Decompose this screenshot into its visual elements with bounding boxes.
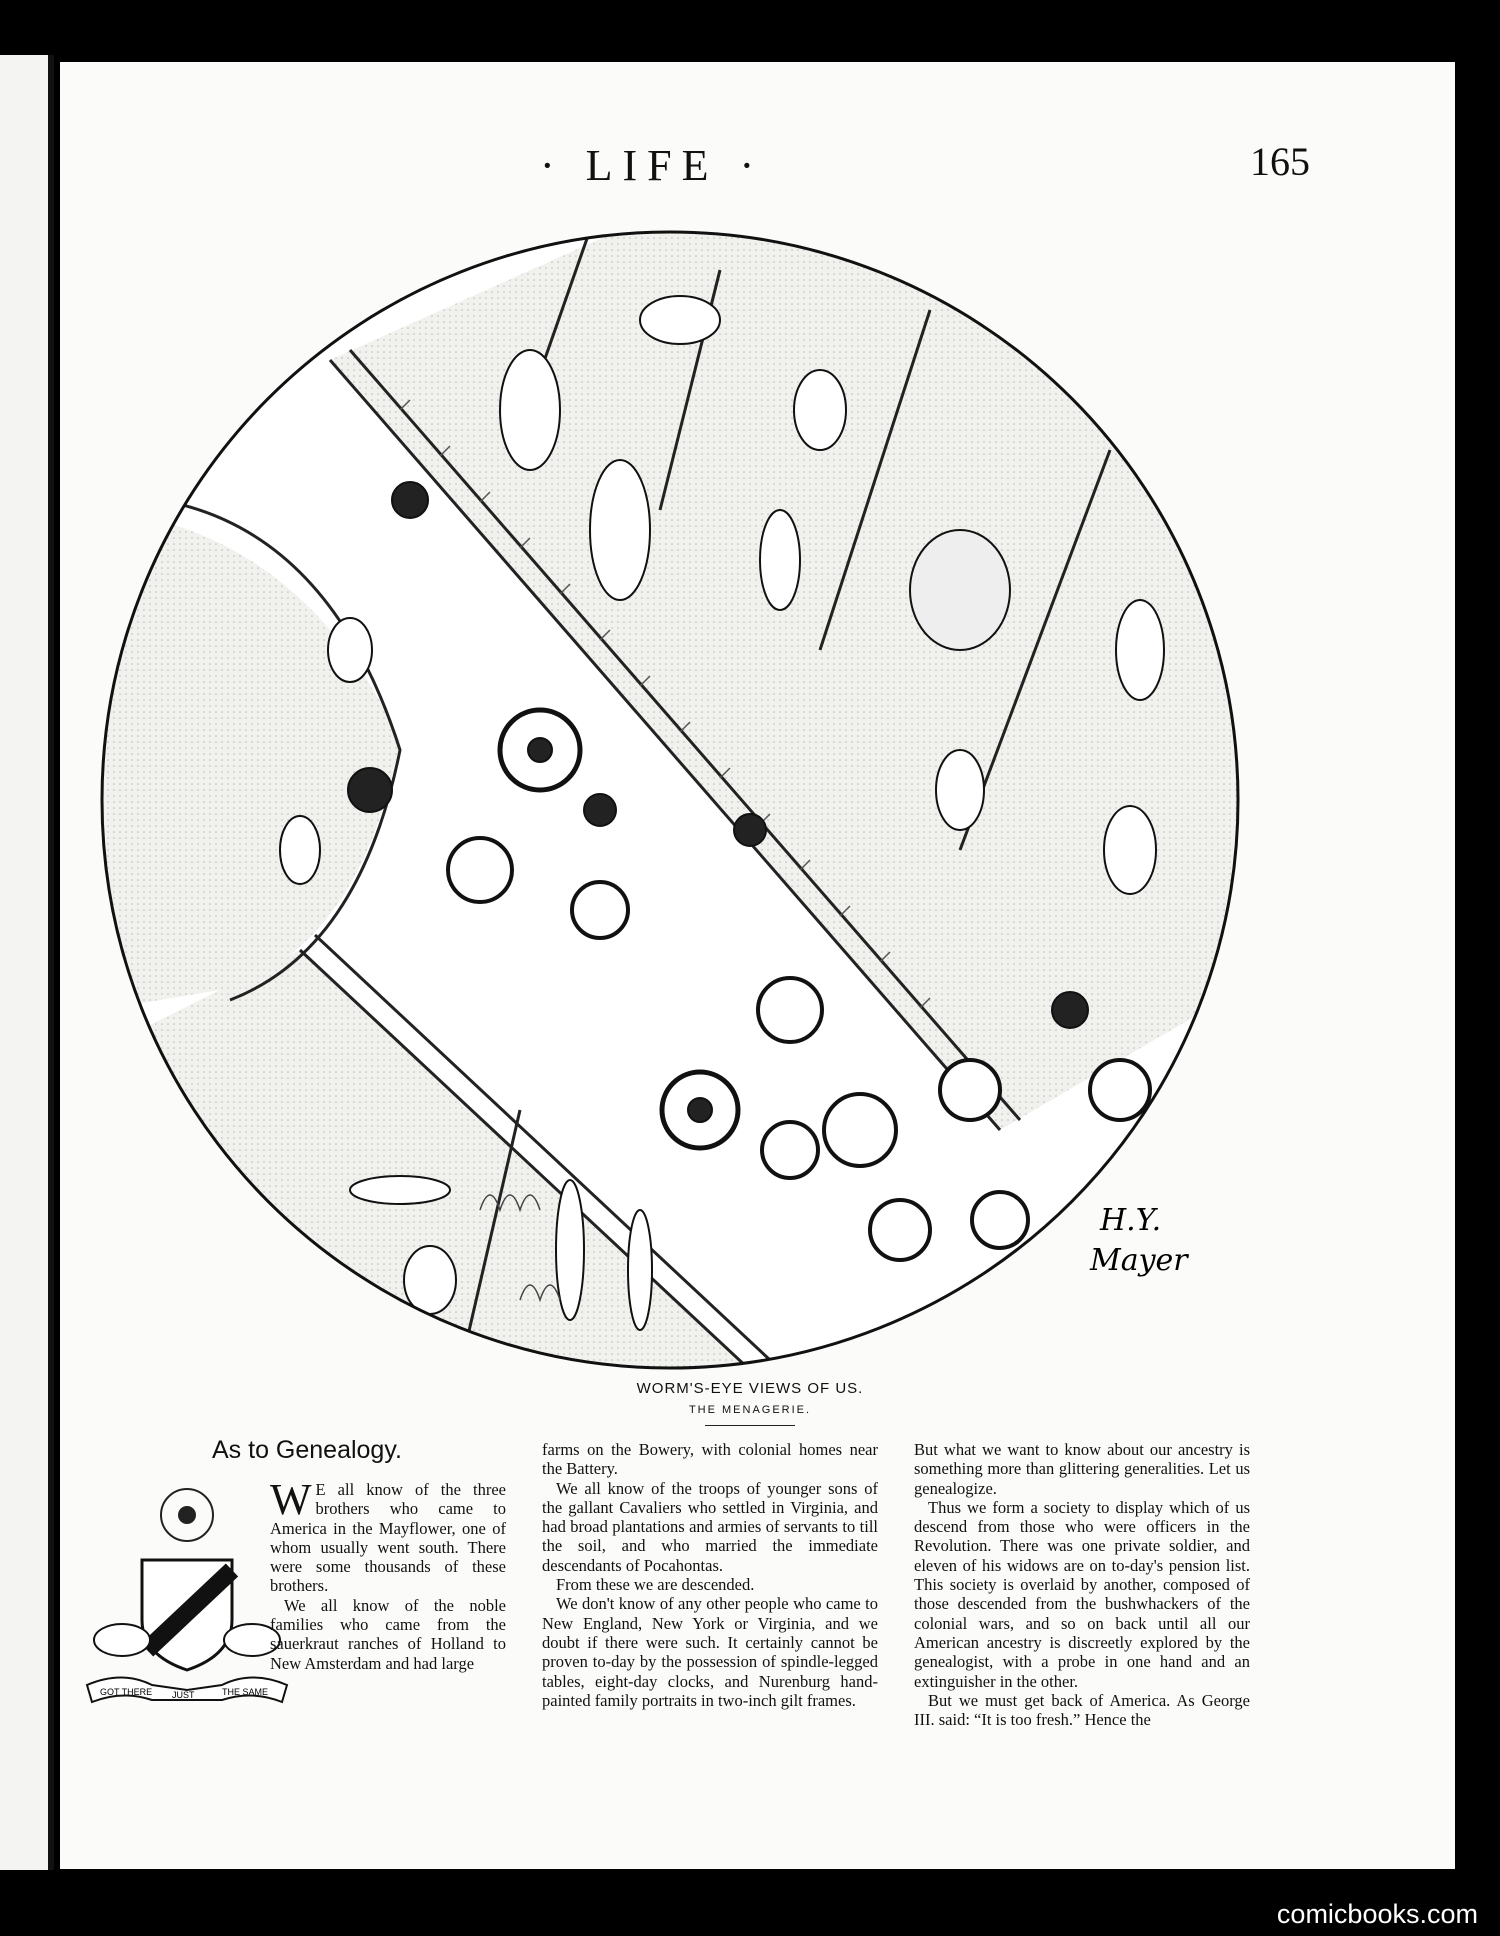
article-column-3: [914, 1440, 1250, 1729]
coat-of-arms-illustration: [82, 1480, 292, 1710]
illustration-subcaption: THE MENAGERIE.: [688, 1404, 812, 1416]
article-column-1: [270, 1475, 506, 1673]
crest-motto-center: JUST: [172, 1690, 195, 1700]
crest-motto-left: GOT THERE: [100, 1687, 153, 1697]
paragraph: But we must get back of America. As George III. said: “It is too fresh.” Hence the: [914, 1690, 1250, 1730]
paragraph: But what we want to know about our ancestry is something more than glittering generalities. Let us genealogize.: [914, 1440, 1250, 1498]
paragraph: We all know of the noble families who came from the sauerkraut ranches of Holland to New Amsterdam and had large: [270, 1595, 506, 1673]
paragraph: farms on the Bowery, with colonial homes near the Battery.: [542, 1440, 878, 1479]
article-column-2: [542, 1440, 878, 1710]
paragraph: From these we are descended.: [556, 1575, 755, 1595]
article-title: As to Genealogy.: [212, 1436, 402, 1464]
paragraph: We don't know of any other people who came to New England, New York or Virginia, and we doubt if there were such. It certainly cannot be proven to-day by the possession of spindle-legged tables, eight-day clocks, and Nurenburg hand-painted family portraits in two-inch gilt frames.: [542, 1594, 878, 1710]
illustration-caption: WORM'S-EYE VIEWS OF US.: [636, 1380, 864, 1397]
artist-signature: H.Y.: [1100, 1203, 1162, 1238]
circular-illustration: [100, 230, 1240, 1370]
masthead: · LIFE ·: [540, 141, 765, 190]
paragraph: E all know of the three brothers who came to America in the Mayflower, one of whom usually went south. There were some thousands of these brothers.: [270, 1480, 506, 1596]
drop-cap: W: [270, 1475, 312, 1524]
paragraph: Thus we form a society to display which of us descend from those who were officers in the Revolution. There was one private soldier, and eleven of his widows are on to-day's pension list. This society is overlaid by another, composed of those descended from the bushwhackers of the colonial wars, and so on back until all our American ancestry is discreetly explored by the genealogist, with a probe in one hand and an extinguisher in the other.: [914, 1497, 1250, 1691]
site-watermark: comicbooks.com: [1276, 1899, 1478, 1929]
crest-motto-right: THE SAME: [222, 1687, 269, 1697]
paragraph: We all know of the troops of younger sons of the gallant Cavaliers who settled in Virginia, and had broad plantations and armies of servants to till the soil, and who married the immediate descendants of Pocahontas.: [542, 1478, 878, 1575]
artist-signature-name: Mayer: [1090, 1243, 1188, 1278]
previous-page-edge: [0, 55, 54, 1870]
page-number: 165: [1250, 139, 1310, 184]
caption-rule: [705, 1425, 795, 1426]
